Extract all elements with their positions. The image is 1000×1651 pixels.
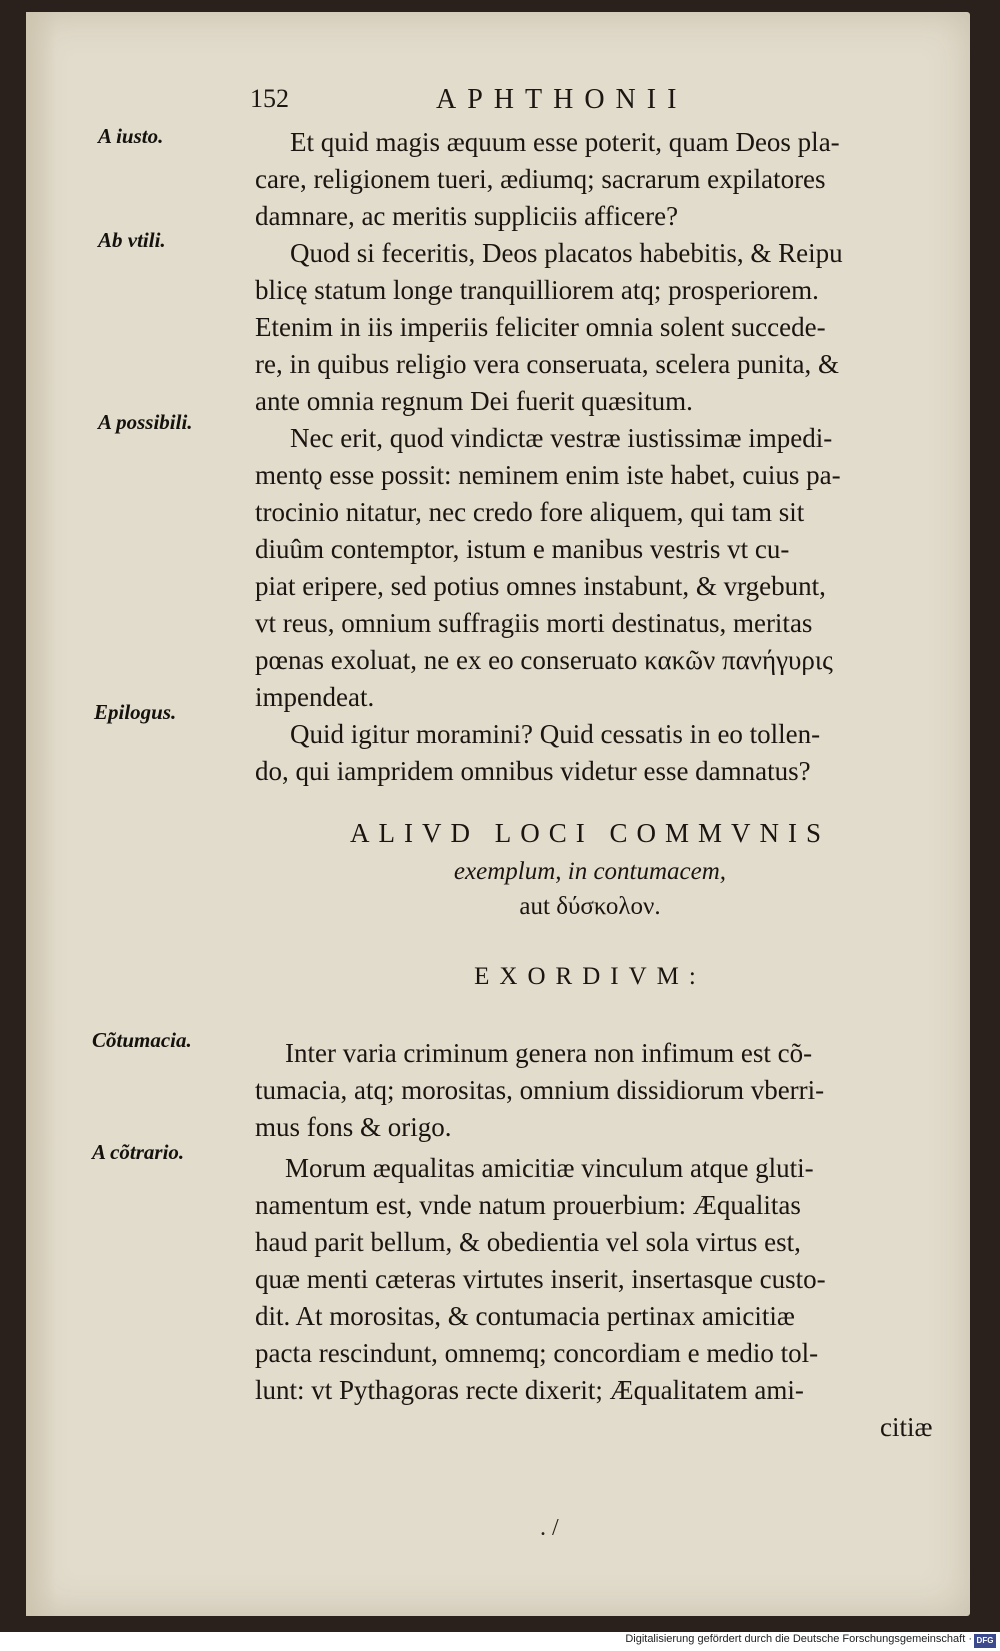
- margin-note-contumacia: Cõtumacia.: [92, 1028, 192, 1052]
- text-line: trocinio nitatur, nec credo fore aliquem, qui tam sit: [255, 497, 805, 527]
- page-spine-shadow: [26, 12, 56, 1616]
- dfg-logo-icon: DFG: [974, 1634, 996, 1648]
- running-title: APHTHONII: [436, 84, 688, 115]
- text-line: Nec erit, quod vindictæ vestræ iustissimæ impedi-: [290, 423, 833, 453]
- margin-note-ab-vtili: Ab vtili.: [98, 228, 166, 252]
- text-line: quæ menti cæteras virtutes inserit, insertasque custo-: [255, 1264, 826, 1294]
- text-line: impendeat.: [255, 682, 375, 712]
- running-header: [250, 84, 770, 114]
- section-subheading: exemplum, in contumacem,: [453, 858, 727, 885]
- text-line: diuûm contemptor, istum e manibus vestris vt cu-: [255, 534, 790, 564]
- text-line: re, in quibus religio vera conseruata, scelera punita, &: [255, 349, 840, 379]
- text-line: tumacia, atq; morositas, omnium dissidiorum vberri-: [255, 1075, 825, 1105]
- text-line: Etenim in iis imperiis feliciter omnia solent succede-: [255, 312, 826, 342]
- text-line: Quod si feceritis, Deos placatos habebitis, & Reipu: [290, 238, 843, 268]
- margin-note-a-iusto: A iusto.: [98, 124, 164, 148]
- text-line: Quid igitur moramini? Quid cessatis in eo tollen-: [290, 719, 821, 749]
- text-line: namentum est, vnde natum prouerbium: Æqualitas: [255, 1190, 801, 1220]
- margin-note-epilogus: Epilogus.: [94, 700, 177, 724]
- credit-bar: [0, 1632, 1000, 1651]
- catchword: citiæ: [880, 1412, 933, 1442]
- text-line: pacta rescindunt, omnemq; concordiam e medio tol-: [255, 1338, 819, 1368]
- text-line: dit. At morositas, & contumacia pertinax amicitiæ: [255, 1301, 795, 1331]
- margin-note-a-contrario: A cõtrario.: [92, 1140, 185, 1164]
- text-line: mentǫ esse possit: neminem enim iste habet, cuius pa-: [255, 460, 841, 490]
- text-line: ante omnia regnum Dei fuerit quæsitum.: [255, 386, 693, 416]
- text-line: mus fons & origo.: [255, 1112, 452, 1142]
- text-line: do, qui iampridem omnibus videtur esse damnatus?: [255, 756, 811, 786]
- section-greek-line: aut δύσκολον.: [519, 893, 661, 920]
- page-number: 152: [250, 84, 289, 113]
- text-line: haud parit bellum, & obedientia vel sola virtus est,: [255, 1227, 801, 1257]
- exordium-heading: EXORDIVM:: [474, 963, 706, 990]
- text-line: piat eripere, sed potius omnes instabunt, & vrgebunt,: [255, 571, 826, 601]
- footer-mark: . /: [540, 1515, 559, 1541]
- text-line: Et quid magis æquum esse poterit, quam Deos pla-: [290, 127, 840, 157]
- margin-note-a-possibili: A possibili.: [98, 410, 193, 434]
- text-line: care, religionem tueri, ædiumq; sacrarum expilatores: [255, 164, 826, 194]
- text-line: blicę statum longe tranquilliorem atq; prosperiorem.: [255, 275, 819, 305]
- text-line: damnare, ac meritis suppliciis afficere?: [255, 201, 679, 231]
- section-heading: ALIVD LOCI COMMVNIS: [350, 818, 830, 848]
- text-line: pœnas exoluat, ne ex eo conseruato κακῶν πανήγυρις: [255, 645, 833, 675]
- text-line: Morum æqualitas amicitiæ vinculum atque gluti-: [285, 1153, 814, 1183]
- credit-text: Digitalisierung gefördert durch die Deutsche Forschungsgemeinschaft ·: [625, 1633, 972, 1645]
- text-line: Inter varia criminum genera non infimum est cõ-: [285, 1038, 813, 1068]
- text-line: lunt: vt Pythagoras recte dixerit; Æqualitatem ami-: [255, 1375, 804, 1405]
- text-line: vt reus, omnium suffragiis morti destinatus, meritas: [255, 608, 813, 638]
